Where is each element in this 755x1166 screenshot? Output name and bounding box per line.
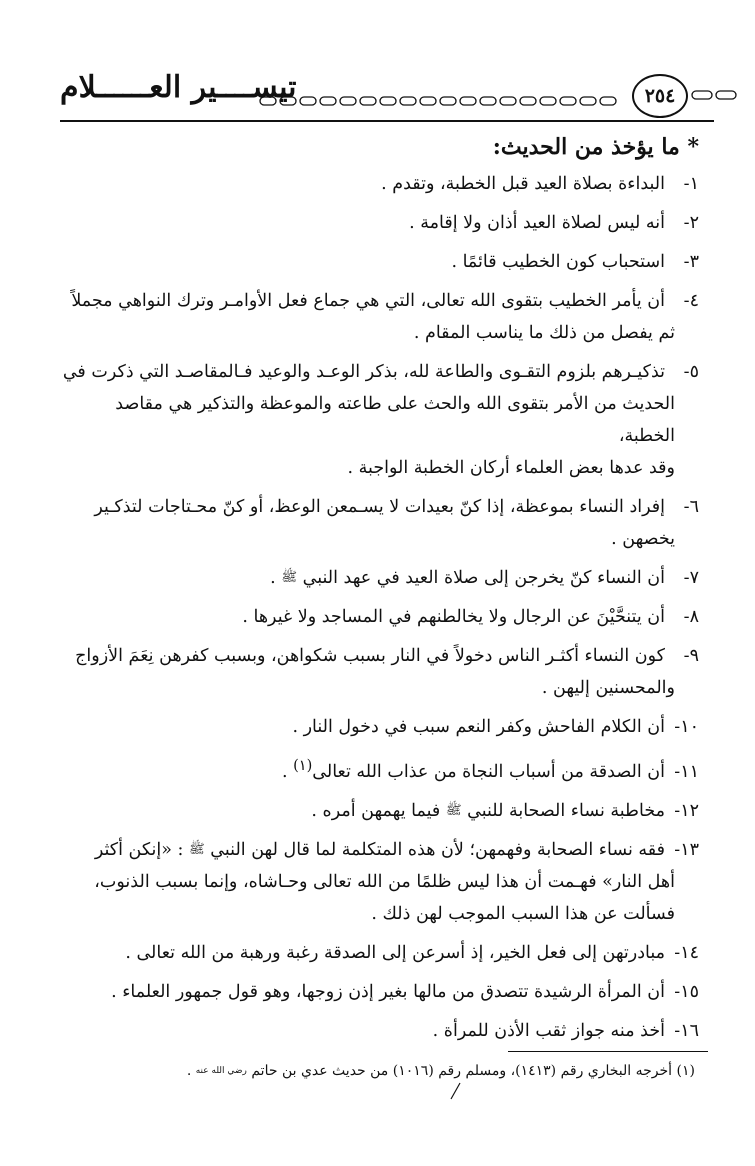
item-number: ١٥-: [674, 981, 699, 1002]
item-number: ٣-: [683, 252, 699, 272]
ornament-link: [540, 97, 556, 105]
list-item: [59, 750, 699, 788]
item-text: استحباب كون الخطيب قائمًا .: [451, 252, 665, 272]
honorific-glyph: ﷺ: [281, 570, 298, 585]
ornament-link: [420, 97, 436, 105]
list-item: [59, 246, 699, 278]
ornament-chain: [258, 94, 622, 108]
list-item: [59, 168, 699, 200]
section-heading: * ما يؤخذ من الحديث:: [492, 134, 699, 160]
footnote-ref: (١): [293, 757, 313, 774]
ornament-link: [480, 97, 496, 105]
list-item: [59, 1015, 699, 1047]
item-text: أن النساء كنّ يخرجن إلى صلاة العيد في عهد النبي: [302, 568, 665, 588]
list-item: [59, 491, 699, 555]
item-text: أنه ليس لصلاة العيد أذان ولا إقامة .: [409, 213, 665, 233]
ornament-link: [360, 97, 376, 105]
page-number: ٢٥٤: [632, 74, 688, 118]
item-text: تذكيـرهم بلزوم التقـوى والطاعة لله، بذكر الوعـد والوعيد فـالمقاصـد التي ذكرت في: [62, 362, 665, 382]
ornament-link: [440, 97, 456, 105]
item-number: ٤-: [683, 291, 699, 311]
list-item: [59, 207, 699, 239]
item-number: ٦-: [683, 497, 699, 517]
ornament-link: [260, 97, 276, 105]
honorific-glyph: رضي الله عنه: [195, 1066, 247, 1076]
item-number: ٩-: [683, 646, 699, 666]
list-item: [59, 711, 699, 743]
item-tail: : «إنكن أكثر: [94, 839, 189, 860]
benefits-list: [59, 168, 699, 1047]
footnote-tail: .: [186, 1063, 196, 1079]
ornament-link: [560, 97, 576, 105]
item-tail: .: [270, 568, 282, 588]
item-text: مبادرتهن إلى فعل الخير، إذ أسرعن إلى الصدقة رغبة ورهبة من الله تعالى .: [125, 942, 665, 963]
item-text: أن المرأة الرشيدة تتصدق من مالها بغير إذن زوجها، وهو قول جمهور العلماء .: [111, 981, 665, 1002]
ornament-link: [320, 97, 336, 105]
item-continuation: ثم يفصل من ذلك ما يناسب المقام .: [413, 323, 675, 343]
honorific-glyph: ﷺ: [445, 802, 462, 818]
ornament-link: [580, 97, 596, 105]
ornament-link: [340, 97, 356, 105]
ornament-chain-short: [690, 88, 740, 102]
item-number: ١٣-: [674, 839, 699, 860]
item-number: ١٢-: [674, 800, 699, 821]
item-text: مخاطبة نساء الصحابة للنبي: [467, 800, 665, 821]
item-number: ٨-: [683, 607, 699, 627]
honorific-glyph: ﷺ: [189, 841, 205, 857]
item-text: أخذ منه جواز ثقب الأذن للمرأة .: [432, 1020, 665, 1041]
list-item: [59, 976, 699, 1008]
list-item: [59, 562, 699, 594]
item-tail: .: [281, 761, 294, 782]
main-text: [59, 128, 699, 1054]
item-continuation: الحديث من الأمر بتقوى الله والحث على طاعته والموعظة والتذكير هي مقاصد الخطبة،: [115, 394, 675, 446]
ornament-link: [460, 97, 476, 105]
footnote-rule: [508, 1051, 708, 1052]
ornament-link: [520, 97, 536, 105]
item-tail: فيما يهمهن أمره .: [311, 800, 446, 821]
item-continuation: وقد عدها بعض العلماء أركان الخطبة الواجبة .: [347, 458, 675, 478]
list-item: [59, 795, 699, 827]
item-number: ٧-: [683, 568, 699, 588]
page-header: [40, 70, 710, 125]
item-number: ١٤-: [674, 942, 699, 963]
pen-mark-icon: [448, 1082, 462, 1100]
ornament-link: [600, 97, 616, 105]
item-text: أن يتنحَّيْنَ عن الرجال ولا يخالطنهم في المساجد ولا غيرها .: [242, 607, 665, 627]
item-continuation: فسألت عن هذا السبب الموجب لهن ذلك .: [371, 903, 675, 924]
item-text: البداءة بصلاة العيد قبل الخطبة، وتقدم .: [381, 174, 665, 194]
list-item: [59, 937, 699, 969]
item-text: فقه نساء الصحابة وفهمهن؛ لأن هذه المتكلمة لما قال لهن النبي: [210, 839, 665, 860]
item-continuation: يخصهن .: [611, 529, 675, 549]
header-rule: [60, 120, 714, 122]
ornament-link: [716, 91, 736, 99]
item-number: ٥-: [683, 362, 699, 382]
item-continuation: أهل النار» فهـمت أن هذا ليس ظلمًا من الله تعالى وحـاشاه، وإنما بسبب الذنوب،: [94, 871, 675, 892]
list-item: [59, 601, 699, 633]
item-text: إفراد النساء بموعظة، إذا كنّ بعيدات لا يسـمعن الوعظ، أو كنّ محـتاجات لتذكـير: [94, 497, 665, 517]
item-number: ١١-: [674, 761, 699, 782]
list-item: [59, 640, 699, 704]
ornament-link: [400, 97, 416, 105]
ornament-link: [300, 97, 316, 105]
footnote: [55, 1060, 695, 1082]
ornament-link: [500, 97, 516, 105]
item-text: أن الصدقة من أسباب النجاة من عذاب الله تعالى: [312, 761, 665, 782]
list-item: [59, 285, 699, 349]
item-number: ٢-: [683, 213, 699, 233]
list-item: [59, 356, 699, 484]
ornament-link: [280, 97, 296, 105]
footnote-marker: (١): [676, 1063, 695, 1079]
ornament-link: [380, 97, 396, 105]
item-text: كون النساء أكثـر الناس دخولاً في النار بسبب شكواهن، وبسبب كفرهن نِعَمَ الأزواج: [75, 646, 665, 666]
item-text: أن يأمر الخطيب بتقوى الله تعالى، التي هي جماع فعل الأوامـر وترك النواهي مجملاً: [71, 291, 665, 311]
book-title: تيســــير العــــــلام: [60, 70, 297, 105]
item-number: ١٦-: [674, 1020, 699, 1041]
list-item: [59, 834, 699, 930]
item-number: ١٠-: [674, 717, 699, 737]
item-text: أن الكلام الفاحش وكفر النعم سبب في دخول النار .: [292, 717, 665, 737]
item-continuation: والمحسنين إليهن .: [541, 678, 675, 698]
footnote-text: أخرجه البخاري رقم (١٤١٣)، ومسلم رقم (١٠١٦) من حديث عدي بن حاتم: [251, 1063, 673, 1079]
ornament-link: [692, 91, 712, 99]
item-number: ١-: [683, 174, 699, 194]
